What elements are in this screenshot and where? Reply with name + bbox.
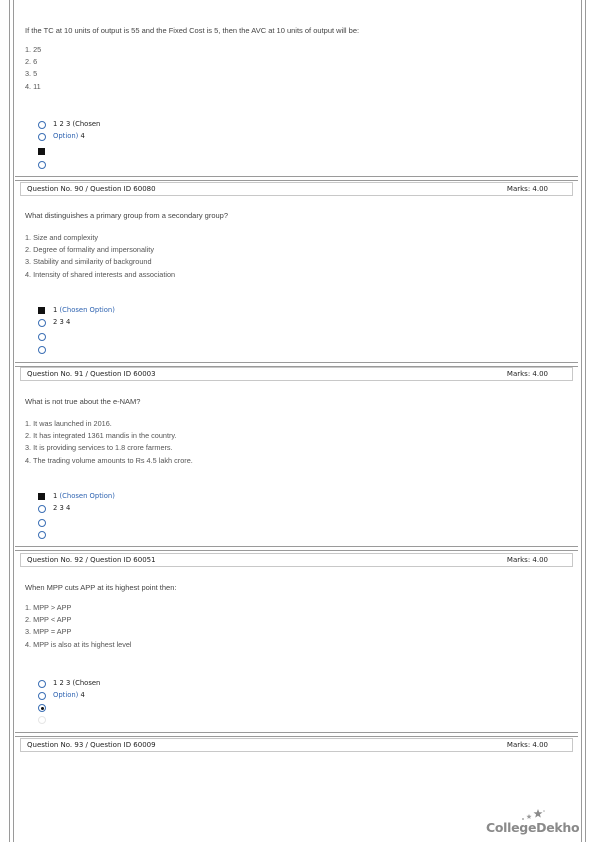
section-divider [15, 732, 578, 737]
radio-icon[interactable] [38, 333, 46, 341]
option-item: 4. Intensity of shared interests and association [25, 269, 176, 279]
radio-icon[interactable] [38, 531, 46, 539]
question-id-label: Question No. 91 / Question ID 60003 [27, 370, 156, 378]
question-id-label: Question No. 90 / Question ID 60080 [27, 185, 156, 193]
option-item: 4. The trading volume amounts to Rs 4.5 lakh crore. [25, 455, 193, 465]
option-item: 1. MPP > APP [25, 603, 72, 612]
option-item: 4. 11 [25, 81, 41, 91]
response-label: 1 2 3 (Chosen [53, 679, 101, 687]
logo-text: CollegeDekho [486, 820, 580, 835]
option-item: 3. MPP = APP [25, 627, 72, 637]
question-91-text: What is not true about the e-NAM? [25, 397, 141, 406]
option-item: 2. It has integrated 1361 mandis in the country. [25, 431, 177, 441]
page-frame-left [9, 0, 14, 842]
question-91-options [25, 418, 193, 467]
marks-label: Marks: 4.00 [506, 185, 548, 193]
response-label: 1 (Chosen Option) [53, 306, 115, 314]
radio-icon[interactable] [38, 133, 46, 141]
question-91-header [20, 367, 573, 381]
question-92-header [20, 553, 573, 567]
option-item: 4. MPP is also at its highest level [25, 639, 132, 649]
question-90-header [20, 182, 573, 196]
option-item: 2. Degree of formality and impersonality [25, 245, 154, 255]
radio-icon[interactable] [38, 505, 46, 513]
radio-icon[interactable] [38, 346, 46, 354]
response-label: Option) 4 [53, 691, 85, 699]
radio-icon[interactable] [38, 716, 46, 724]
marks-label: Marks: 4.00 [506, 556, 548, 564]
radio-selected-icon[interactable] [38, 704, 46, 712]
question-90-text: What distinguishes a primary group from a secondary group? [25, 211, 229, 220]
question-90-options [25, 232, 175, 281]
option-item: 3. 5 [25, 69, 38, 79]
radio-icon[interactable] [38, 519, 46, 527]
question-92-options [25, 602, 132, 651]
radio-icon[interactable] [38, 121, 46, 129]
question-89-text: If the TC at 10 units of output is 55 and the Fixed Cost is 5, then the AVC at 10 units of output will be: [25, 26, 360, 35]
option-item: 1. Size and complexity [25, 233, 99, 242]
option-item: 3. Stability and similarity of background [25, 257, 152, 267]
radio-icon[interactable] [38, 319, 46, 327]
option-item: 2. MPP < APP [25, 615, 72, 625]
radio-icon[interactable] [38, 692, 46, 700]
question-id-label: Question No. 93 / Question ID 60009 [27, 741, 156, 749]
section-divider [15, 546, 578, 551]
marks-label: Marks: 4.00 [506, 370, 548, 378]
response-label: Option) 4 [53, 132, 85, 140]
marks-label: Marks: 4.00 [506, 741, 548, 749]
question-id-label: Question No. 92 / Question ID 60051 [27, 556, 156, 564]
question-92-text: When MPP cuts APP at its highest point then: [25, 583, 177, 592]
option-item: 2. 6 [25, 57, 38, 67]
response-label: 2 3 4 [53, 504, 71, 512]
collegedekho-logo [486, 812, 582, 836]
radio-icon[interactable] [38, 161, 46, 169]
response-label: 2 3 4 [53, 318, 71, 326]
question-89-options [25, 44, 41, 93]
checked-box-icon[interactable] [38, 493, 45, 500]
section-divider [15, 176, 578, 181]
option-item: 3. It is providing services to 1.8 crore farmers. [25, 443, 173, 453]
checked-box-icon[interactable] [38, 148, 45, 155]
radio-icon[interactable] [38, 680, 46, 688]
option-item: 1. It was launched in 2016. [25, 419, 112, 428]
page-frame-right [581, 0, 586, 842]
checked-box-icon[interactable] [38, 307, 45, 314]
option-item: 1. 25 [25, 45, 42, 54]
response-label: 1 (Chosen Option) [53, 492, 115, 500]
response-label: 1 2 3 (Chosen [53, 120, 101, 128]
question-93-header [20, 738, 573, 752]
